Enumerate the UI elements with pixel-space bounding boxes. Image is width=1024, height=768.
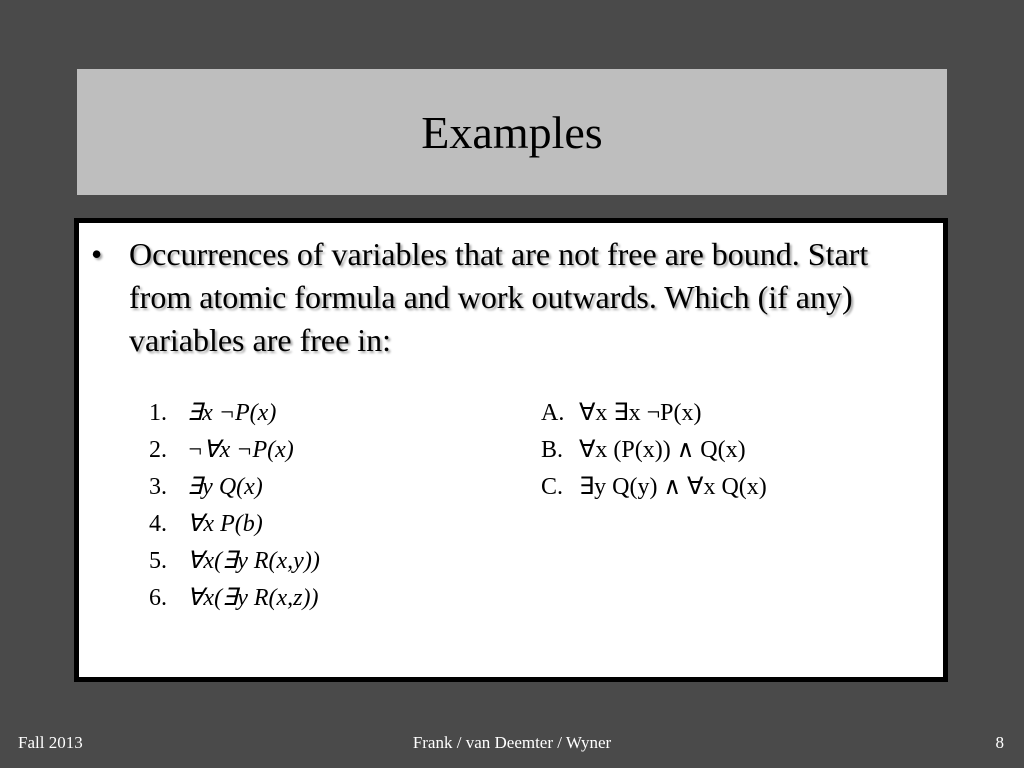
list-marker: 5. bbox=[149, 548, 167, 574]
list-item bbox=[149, 469, 320, 506]
list-item bbox=[541, 395, 767, 432]
formula-text: ∀x(∃y R(x,y)) bbox=[187, 548, 320, 574]
list-item bbox=[149, 543, 320, 580]
formula-text: ∃y Q(x) bbox=[187, 474, 263, 500]
formula-text: ∀x (P(x)) ∧ Q(x) bbox=[579, 437, 746, 463]
list-item bbox=[541, 469, 767, 506]
formula-text: ∃y Q(y) ∧ ∀x Q(x) bbox=[579, 474, 767, 500]
formula-text: ∀x P(b) bbox=[187, 511, 263, 537]
list-marker: C. bbox=[541, 474, 564, 500]
footer-authors: Frank / van Deemter / Wyner bbox=[412, 733, 612, 752]
slide-title-bar bbox=[77, 69, 947, 195]
list-item bbox=[149, 395, 320, 432]
list-marker: B. bbox=[541, 437, 564, 463]
slide-title: Examples bbox=[421, 106, 603, 158]
bullet-marker: • bbox=[91, 236, 103, 272]
slide-content-box bbox=[74, 218, 948, 682]
formula-text: ∀x(∃y R(x,z)) bbox=[187, 585, 319, 611]
list-item bbox=[149, 506, 320, 543]
list-marker: 4. bbox=[149, 511, 167, 537]
formula-list-numbered bbox=[149, 395, 320, 617]
formula-text: ∃x ¬P(x) bbox=[187, 400, 277, 426]
list-item bbox=[541, 432, 767, 469]
list-marker: 2. bbox=[149, 437, 167, 463]
formula-text: ¬∀x ¬P(x) bbox=[187, 437, 294, 463]
footer-date: Fall 2013 bbox=[18, 733, 83, 752]
bullet-item bbox=[91, 233, 911, 362]
formula-list-lettered bbox=[541, 395, 767, 506]
footer-page-number: 8 bbox=[995, 733, 1004, 752]
bullet-text: Occurrences of variables that are not free are bound. Start from atomic formula and work outwards. Which (if any) variables are free in: bbox=[129, 236, 869, 358]
list-marker: 6. bbox=[149, 585, 167, 611]
list-item bbox=[149, 580, 320, 617]
list-marker: 3. bbox=[149, 474, 167, 500]
list-marker: A. bbox=[541, 400, 565, 426]
list-item bbox=[149, 432, 320, 469]
formula-text: ∀x ∃x ¬P(x) bbox=[579, 400, 702, 426]
list-marker: 1. bbox=[149, 400, 167, 426]
